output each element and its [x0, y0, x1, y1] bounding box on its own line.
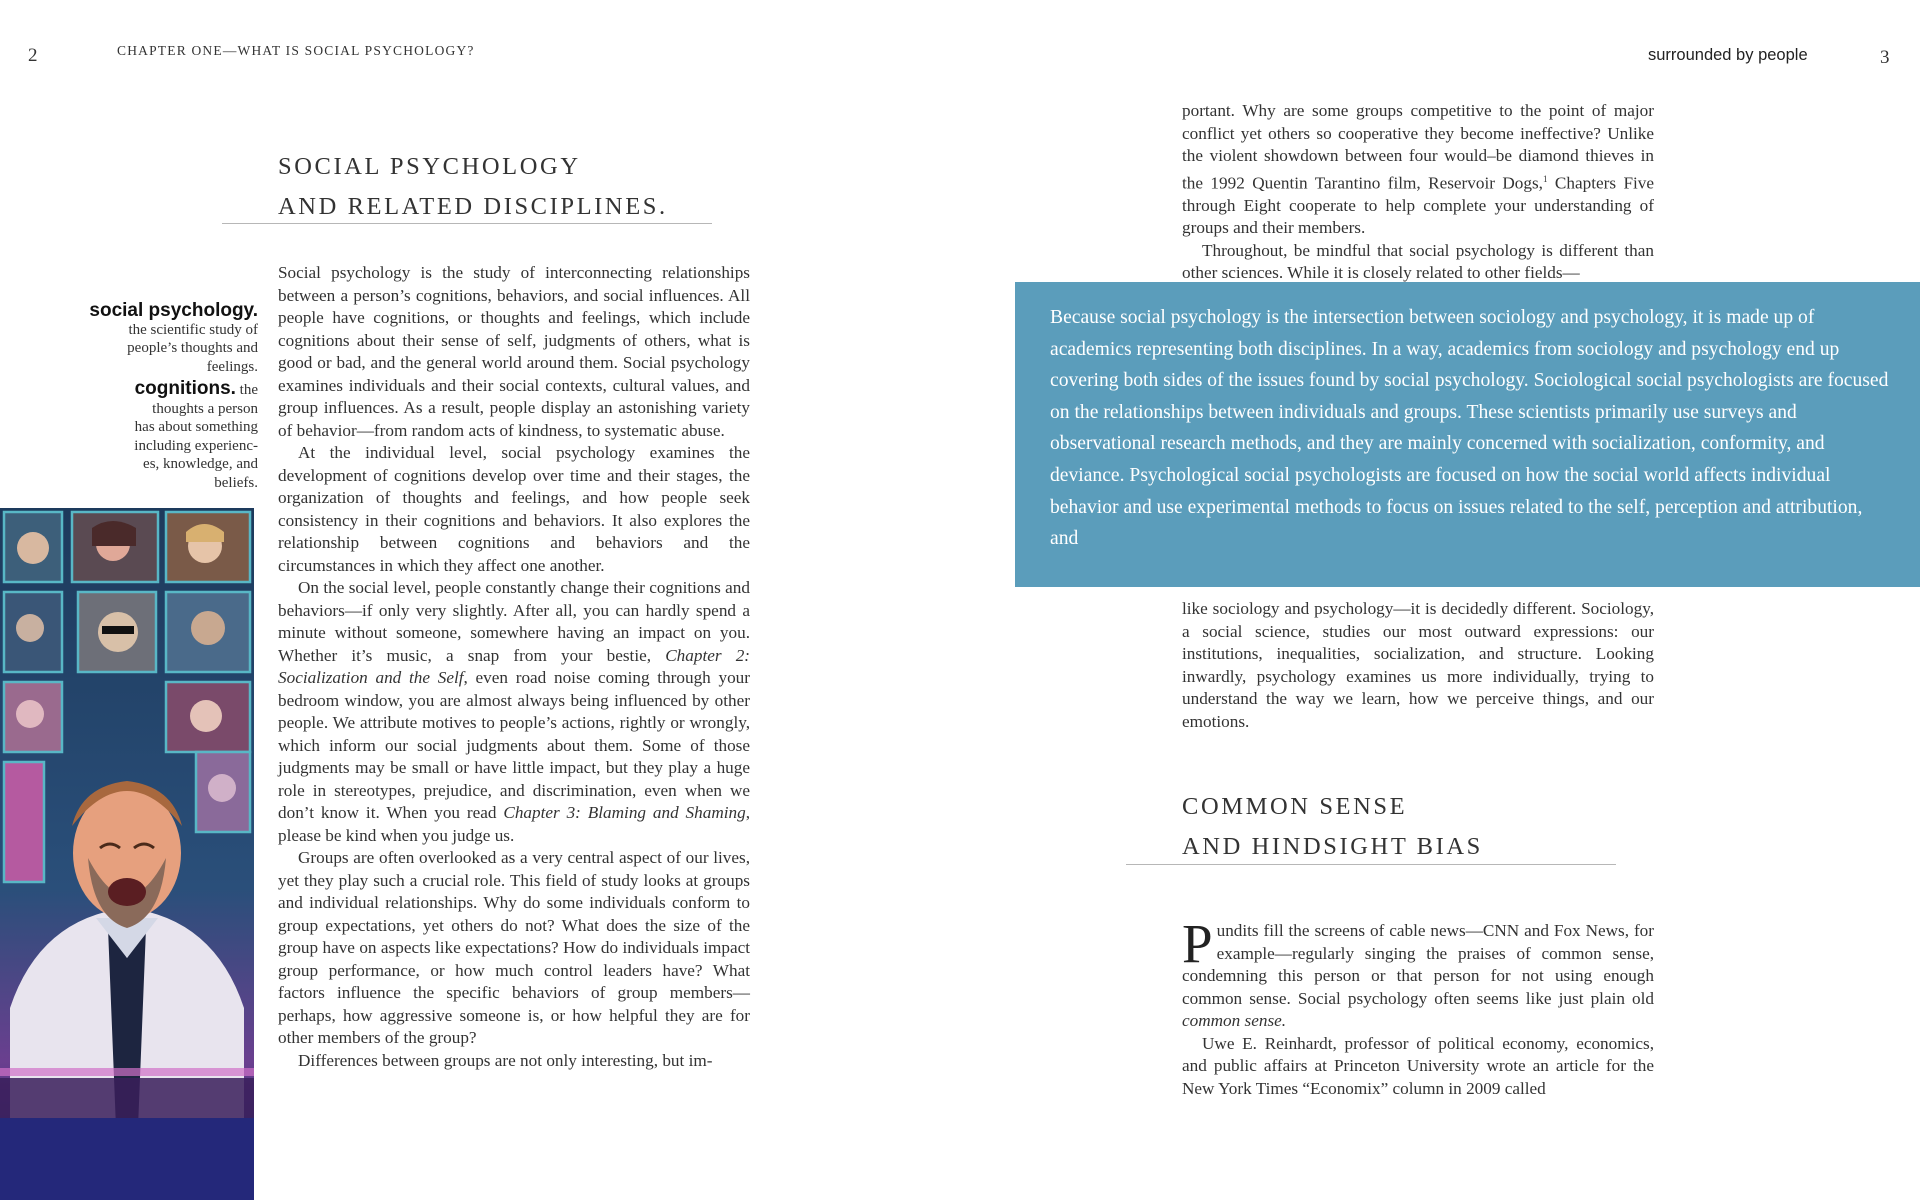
paragraph [278, 577, 750, 847]
photo-screaming-man-collage [0, 508, 254, 1200]
glossary-def-line: es, knowledge, and [143, 456, 258, 472]
paragraph-text: Chapters Five through Eight cooperate to help complete your understanding of groups and their members. [1182, 173, 1655, 238]
glossary-def-line: beliefs. [214, 474, 258, 491]
paragraph-text: , please be kind when you judge us. [278, 803, 750, 845]
paragraph-text: , even road noise coming through your bedroom window, you are almost always being influenced by other people. We attribute motives to people’s actions, rightly or wrongly, which inform our social judgments about them. Some of those judgments may be small or have little impact, but they play a huge role in stereotypes, prejudice, and discrimination, even when we don’t know it. When you read [278, 668, 750, 822]
right-top-column [1182, 100, 1654, 285]
heading-line-1: SOCIAL PSYCHOLOGY [278, 153, 581, 180]
paragraph: At the individual level, social psychology examines the development of cognitions develop over time and their stages, the organization of thoughts and feelings, and how people seek consistency in their cognitions and behaviors. It also explores the relationship between cognitions and behaviors and the circumstances in which they affect one another. [278, 443, 750, 575]
paragraph: Differences between groups are not only interesting, but im- [298, 1050, 713, 1070]
heading-rule-left [222, 223, 712, 224]
paragraph [1182, 100, 1654, 240]
glossary-def-line: including experienc- [134, 437, 258, 454]
glossary-entry-social-psychology [80, 302, 258, 376]
right-bottom-column [1182, 913, 1654, 1100]
glossary-term: social psychology. [89, 300, 258, 321]
paragraph-text: portant. Why are some groups competitive to the point of major conflict yet others so cooperative they become ineffective? Unlike the violent showdown between four would–be diamond thieves in the 1992 Quentin Tarantino film, Reservoir Dogs, [1182, 101, 1654, 193]
chapter-reference: Chapter 3: Blaming and Shaming [503, 803, 746, 822]
drop-cap: P [1182, 913, 1213, 974]
glossary-term: cognitions. [134, 378, 236, 399]
glossary-def-line: has about something [134, 419, 258, 435]
section-heading-common-sense [1182, 787, 1483, 867]
glossary-def-line: feelings. [206, 358, 258, 375]
right-running-head: surrounded by people [1648, 46, 1808, 64]
right-page-number: 3 [1880, 47, 1890, 68]
paragraph: Social psychology is the study of interconnecting relationships between a person’s cognitions, behaviors, and social influences. All people have cognitions, or thoughts and feelings, which include cognitions about their sense of self, judgments of others, what is good or bad, and the general world around them. Social psychology examines individuals and their social contexts, cultural values, and group influences. As a result, people display an astonishing variety of behavior—from random acts of kindness, to systematic abuse. [278, 263, 750, 440]
left-page-number: 2 [28, 45, 38, 66]
heading-line-1: COMMON SENSE [1182, 793, 1408, 820]
paragraph: like sociology and psychology—it is decidedly different. Sociology, a social science, studies our most outward expressions: our institutions, inequalities, socialization, and structure. Looking inwardly, psychology examines us more individually, trying to understand the way we learn, how we perceive things, and our emotions. [1182, 599, 1654, 731]
paragraph: Groups are often overlooked as a very central aspect of our lives, yet they play such a crucial role. This field of study looks at groups and individual relationships. Why do some individuals conform to group expectations, yet others do not? What does the size of the group have on aspects like expectations? How do individuals impact group performance, or how much control leaders have? What factors influence the specific behaviors of group members—perhaps, how aggressive someone is, or how helpful they are for other members of the group? [278, 848, 750, 1047]
callout-text: Because social psychology is the intersection between sociology and psychology, it is made up of academics representing both disciplines. In a way, academics from sociology and psychology end up covering both sides of the issues found by social psychology. Sociological social psychologists are focused on the relationships between individuals and groups. These scientists primarily use surveys and observational research methods, and they are mainly concerned with socialization, conformity, and deviance. Psychological social psychologists are focused on how the social world affects individual behavior and use experimental methods to focus on issues related to the self, perception and attribution, and [1050, 307, 1889, 550]
chapter-reference: Chapter 2: Socialization and the Self [278, 645, 751, 687]
glossary-def-line: the scientific study of [128, 321, 258, 338]
callout-box [1015, 282, 1920, 587]
emphasis: common sense. [1182, 1011, 1287, 1030]
paragraph: Throughout, be mindful that social psychology is different than other sciences. While it is closely related to other fields— [1182, 240, 1654, 283]
paragraph: Uwe E. Reinhardt, professor of political economy, economics, and public affairs at Princeton University wrote an article for the New York Times “Economix” column in 2009 called [1182, 1033, 1654, 1098]
heading-line-2: AND HINDSIGHT BIAS [1182, 833, 1483, 860]
section-heading-related-disciplines [278, 147, 668, 227]
heading-line-2: AND RELATED DISCIPLINES. [278, 193, 668, 220]
footnote-marker: 1 [1542, 173, 1548, 184]
glossary-term-suffix: the [235, 382, 258, 398]
right-middle-column [1182, 598, 1654, 733]
glossary-sidebar [80, 302, 258, 492]
glossary-def-line: people’s thoughts and [127, 340, 258, 356]
paragraph-text: undits fill the screens of cable news—CNN and Fox News, for example—regularly singing the praises of common sense, condemning this person or that person for not using enough common sense. Social psychology often seems like just plain old [1182, 921, 1654, 1008]
glossary-entry-cognitions [80, 380, 258, 492]
left-running-head: CHAPTER ONE—WHAT IS SOCIAL PSYCHOLOGY? [117, 43, 475, 58]
paragraph-text: On the social level, people constantly change their cognitions and behaviors—if only very slightly. After all, you can hardly spend a minute without someone, somewhere having an impact on you. Whether it’s music, a snap from your bestie, [278, 578, 750, 665]
heading-rule-right [1126, 864, 1616, 865]
collage-illustration [0, 508, 254, 1200]
left-body-column [278, 262, 750, 1072]
paragraph [1182, 913, 1654, 1033]
glossary-def-line: thoughts a person [152, 400, 258, 417]
